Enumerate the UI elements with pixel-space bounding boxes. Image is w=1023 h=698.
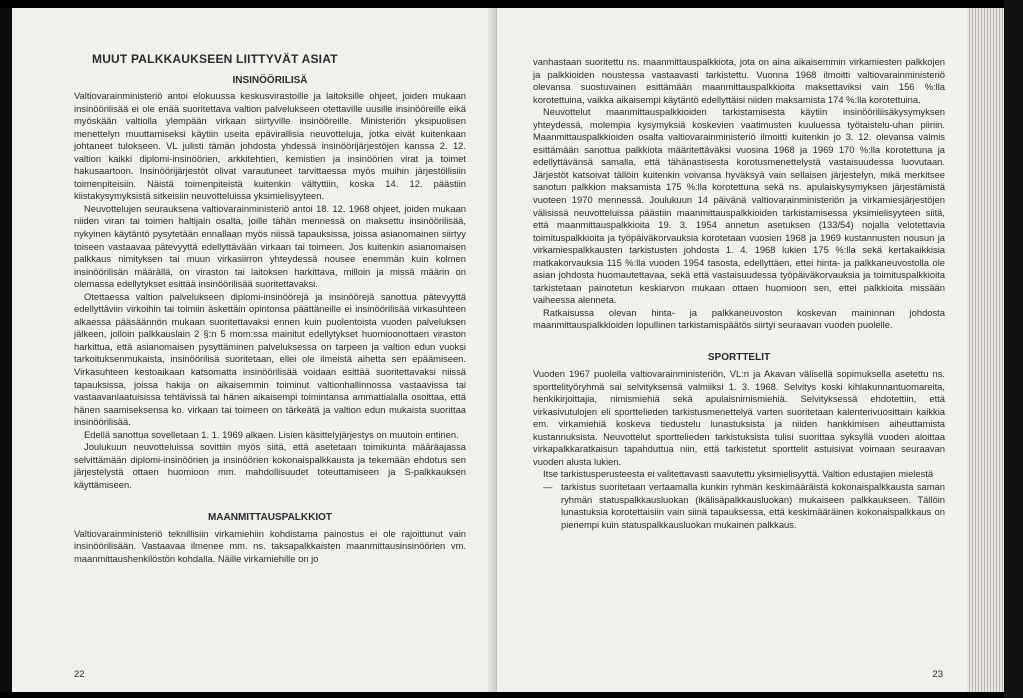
bullet-list — [533, 481, 945, 531]
paragraph: Itse tarkistusperusteesta ei valitettavasti saavutettu yksimielisyyttä. Valtion edustajien mielestä — [543, 468, 934, 480]
left-body-text-2 — [74, 528, 466, 566]
paragraph: Valtiovarainministeriö teknillisiin virkamiehiin kohdistama painostus ei ole rajoittunut vain insinöörilisään. Vastaavaa ilmenee mm. ns. taksapalkkaisten maanmittausinsinöörien vm. maanmittaushenkilöstön kohdalla. Näille virkamiehille on jo — [74, 527, 466, 564]
list-item: — tarkistus suoritetaan vertaamalla kunkin ryhmän keskimääräistä kokonaispalkkausta saman ryhmän statuspalkkausluokan (ikälisäpalkkausluokan) mukaiseen palkkaukseen. Tällöin lunastuksia korotettaisiin vain siinä tapauksessa, että keskimääräinen kokonaispalkkaus on pienempi kuin statuspalkkausluokan mukainen palkkaus. — [533, 481, 945, 531]
scan-border-right — [1004, 0, 1023, 698]
paragraph: Joulukuun neuvotteluissa sovittiin myös siitä, että asetetaan toimikunta määräajassa selvittämään diplomi-insinöörien ja insinöörien kokonaispalkkausta ja tekemään ehdotus sen järjestelystä ottaen huomioon mm. mahdollisuudet toteuttamiseen ja S-palkkauksen käyttämiseen. — [74, 441, 466, 490]
paragraph: Ratkaisussa olevan hinta- ja palkkaneuvoston koskevan maininnan johdosta maanmittauspalkkioiden lopullinen tarkistamispäätös siirtyi seuraavan vuoden puolelle. — [533, 306, 945, 331]
paragraph: vanhastaan suoritettu ns. maanmittauspalkkiota, jota on aina aikaisemmin virkamiesten palkkojen ja palkkioiden noustessa vastaavasti tarkistettu. Vuonna 1968 ilmoitti valtiovarainministeriö olevansa suostuvainen esittämään maanmittauspalkkioita maksettaviksi vain 156 %:lla korotettuina, vaikka aikaisempi käytäntö edellyttäisi niiden maksamista 174 %:lla korotettuina. — [533, 56, 945, 105]
paragraph: Neuvottelujen seurauksena valtiovarainministeriö antoi 18. 12. 1968 ohjeet, joiden mukaan niiden viran tai toimen haltijain osalta, joille tähän mennessä on maksettu insinöörilisää, nykyinen käytäntö pysytetään ennallaan myös niissä tapauksissa, joissa asianomainen siirtyy toiseen vastaavaa pätevyyttä edellyttävään virkaan tai toimeen. Jos kuitenkin asianomaisen palkkaus nimityksen tai muun virkasiirron yhteydessä nousee enemmän kuin kolmen insinöörilisän määrällä, on viraston tai laitoksen harkittava, milloin ja missä määrin on olemassa edellytykset esittää insinöörilisää suoritettavaksi. — [74, 202, 466, 290]
page-number-left: 22 — [74, 669, 85, 680]
section-title-maanmittauspalkkiot: MAANMITTAUSPALKKIOT — [207, 511, 333, 523]
paragraph: Edellä sanottua sovelletaan 1. 1. 1969 alkaen. Lisien käsittelyjärjestys on muutoin entinen. — [84, 428, 459, 440]
section-title-insinoorilisa: INSINÖÖRILISÄ — [232, 75, 308, 86]
chapter-title: MUUT PALKKAUKSEEN LIITTYVÄT ASIAT — [92, 52, 338, 66]
scan-border-left — [0, 0, 12, 698]
page-number-right: 23 — [932, 669, 943, 680]
right-page — [497, 8, 967, 692]
section-title-sporttelit: SPORTTELIT — [707, 352, 771, 364]
scan-border-top — [0, 0, 1023, 8]
left-body-text — [74, 90, 466, 492]
paragraph: Neuvottelut maanmittauspalkkioiden tarkistamisesta käytiin insinööriliisäkysymyksen yhteydessä, molempia kysymyksiä koskevien vaatimusten kuuluessa työtaistelu-uhan piiriin. Maanmittauspalkkioiden osalta valtiovarainministeriö ilmoitti kuitenkin jo 3. 12. olevansa valmis esittämään sanottua palkkiota määritettäväksi vuosina 1968 ja 1969 170 %:lla korotettuna ja edellyttävänsä samalla, että tähänastisesta korotusmenettelystä vastaisuudessa luovutaan. Järjestöt katsoivat tällöin kuitenkin voivansa hyväksyä vain sellaisen järjestelyn, mikä merkitsee sanotun palkkion maksamista 175 %:lla korotettuna sekä ns. apulaiskysymyksen järjestämistä vuoteen 1970 mennessä. Joulukuun 14 päivänä valtiovarainministeriön ja virkamiesjärjestöjen välisissä neuvotteluissa päästiin maanmittauspalkkioiden tarkistamisessa yksimielisyyteen siitä, että maanmittauspalkkioita 19. 3. 1954 annetun asetuksen (133/54) nojalla velotettavia toimituspalkkioita ja työpäiväkorvauksia korotetaan vuosien 1968 ja 1969 kustannusten nousun ja virkamiespalkkausten tarkistusten johdosta 1. 4. 1968 lukien 175 %:lla sekä kertakaikkisia matkakorvauksia 115 %:lla vuoden 1954 tasosta, edellyttäen, ettei hinta- ja palkkaneuvostolla ole asian johdosta huomautettavaa, sekä että vastaisuudessa työpäiväkorvauksia ja toimituspalkkioita tarkistetaan painotetun keskiarvon mukaan ottaen huomioon sen, ettei palkkioita missään vaiheessa alenneta. — [533, 106, 945, 306]
paragraph: Valtiovarainministeriö antoi elokuussa keskusvirastoille ja laitoksille ohjeet, joiden mukaan insinöörilisää ei ole enää suoritettava valtion palvelukseen otettaville uusille insinööreille eikä myöskään valtiolla ylempään virkaan siirtyville insinööreille. Ministeriön yksipuolisen menettelyn muuttamiseksi käytiin useita epävirallisia neuvotteluja, jotka eivät kuitenkaan johtaneet tulokseen. VL julisti tämän johdosta yhdessä insinöörijärjestöjen kanssa 2. 12. valtion kaikki diplomi-insinöörien, arkkitehtien, kemistien ja insinöörien virat ja toimet hakusaartoon. Insinöörijärjestöt olivat varautuneet tarvittaessa myös muihin järjestöllisiin toimenpiteisiin. Näistä toimenpiteistä kuitenkin vältyttiin, koska 14. 12. päästiin kiistakysymyksistä sitkeisiin neuvotteluissa yksimielisyyteen. — [74, 90, 466, 202]
paragraph: Otettaessa valtion palvelukseen diplomi-insinöörejä ja insinöörejä sanottua pätevyyttä edellyttäviin virkoihin tai toimiin äskettäin opintonsa päättäneille ei insinöörilisää virkasuhteen alkaessa pääsäännön mukaan suoritettavaksi ennen kuin puolentoista vuoden palveluksen jälkeen, jolloin palkkauslain 2 §:n 5 mom:ssa mainitut edellytykset huomioonottaen viraston harkittua, että asianomaisen pysyttäminen palveluksessa on tarpeen ja valtion edun vuoksi tarkoituksenmukaista, insinöörilisä suoritetaan, ellei ole ilmeistä aihetta sen epäämiseen. Virkasuhteen kestoaikaan katsomatta insinöörilisää voidaan esittää suoritettavaksi niissä tapauksissa, joissa hakija on aikaisemmin toiminut valtionhallinnossa vastaavissa tai vastaavanlaatuisissa tehtävissä tai hänen aikaisempi toimintansa ammattialalla osoittaa, että hänen saamiseksensa ko. virkaan tai toimeen on tärkeätä ja valtion edun mukaista suorittaa insinöörilisää. — [74, 290, 466, 428]
right-body-text-2 — [533, 368, 945, 531]
right-body-text — [533, 56, 945, 332]
paragraph: Vuoden 1967 puolella valtiovarainministeriön, VL:n ja Akavan välisellä sopimuksella asetettu ns. sporttelityöryhmä sai selvityksensä valmiiksi 1. 3. 1968. Selvitys koski kihlakunnantuomareita, henkikirjoittajia, nimismiehiä sekä apulaisnimismiehiä. Selvityksessä ehdotettiin, että virkasivutulojen eli sporttelieden tarkistusmenettelyä varten suoritetaan kalenterivuosittain kaikkia em. virkamiehiä koskeva tiedustelu lunastuksista ja niiden hankkimisen aiheuttamista kustannuksista. Neuvottelut sporttelieden tarkistuksista tulisi suorittaa syksyllä vuoden aloittaa virkapalkkaratkaisun tapahduttua niin, että tarkistetut sporttelit astuisivat voimaan seuraavan vuoden alusta lukien. — [533, 368, 945, 467]
left-page — [12, 8, 496, 692]
scan-border-bottom — [0, 692, 1023, 698]
